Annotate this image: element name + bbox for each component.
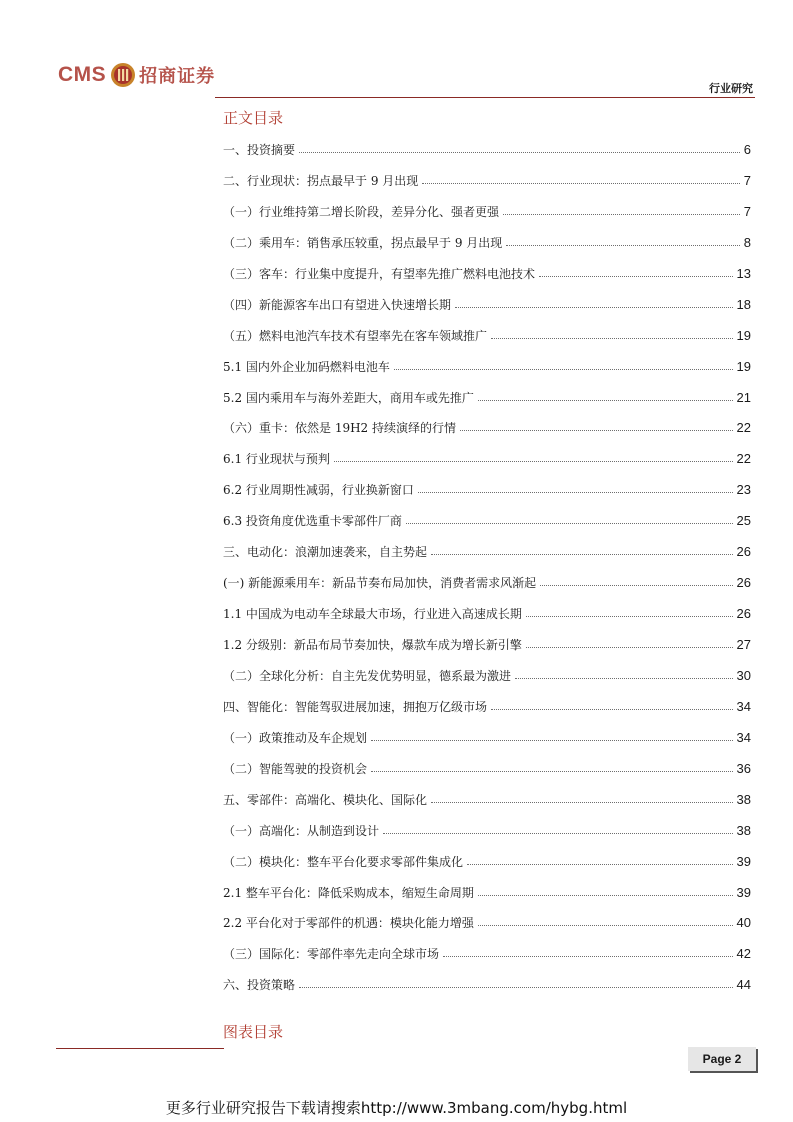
toc-entry-label[interactable]: 6.1 行业现状与预判 [223,452,330,467]
toc-entry-label[interactable]: 6.3 投资角度优选重卡零部件厂商 [223,514,402,529]
toc-entry-label[interactable]: （四）新能源客车出口有望进入快速增长期 [223,297,452,312]
toc-entry-page: 39 [736,884,751,900]
toc-entry[interactable] [223,636,751,667]
toc-entry-label[interactable]: （六）重卡：依然是 19H2 持续演绎的行情 [223,421,456,436]
toc-dot-leader [299,986,733,988]
toc-dot-leader [526,646,733,648]
toc-dot-leader [371,770,733,772]
toc-entry-label[interactable]: 五、零部件：高端化、模块化、国际化 [223,792,428,807]
toc-dot-leader [467,863,733,865]
toc-entry-page: 13 [736,265,751,281]
figure-index-title: 图表目录 [223,1023,284,1041]
company-logo [58,58,215,92]
logo-latin-text: CMS [58,63,107,86]
toc-entry-label[interactable]: 六、投资策略 [223,978,296,993]
toc-entry-page: 6 [743,142,751,157]
toc-entry-label[interactable]: （二）智能驾驶的投资机会 [223,761,368,776]
toc-entry-label[interactable]: 2.2 平台化对于零部件的机遇：模块化能力增强 [223,916,474,931]
toc-dot-leader [539,275,733,277]
toc-entry-label[interactable]: （二）模块化：整车平台化要求零部件集成化 [223,854,464,869]
toc-dot-leader [431,801,733,803]
toc-dot-leader [406,522,733,524]
toc-entry-page: 23 [736,482,751,498]
toc-entry-label[interactable]: （五）燃料电池汽车技术有望率先在客车领域推广 [223,328,488,343]
toc-entry-page: 19 [736,358,751,374]
toc-entry[interactable] [223,976,751,1007]
toc-entry-page: 44 [736,977,751,993]
header-divider [215,97,755,98]
toc-dot-leader [418,491,733,493]
toc-entry-page: 19 [736,327,751,343]
toc-entry[interactable] [223,389,751,420]
toc-entry[interactable] [223,358,751,389]
toc-entry-page: 22 [736,420,751,436]
toc-entry-page: 38 [736,822,751,838]
toc-entry-label[interactable]: 四、智能化：智能驾驭进展加速，拥抱万亿级市场 [223,699,488,714]
toc-dot-leader [540,584,732,586]
toc-entry-page: 30 [736,667,751,683]
toc-entry-page: 26 [736,575,751,591]
toc-dot-leader [431,553,733,555]
download-note: 更多行业研究报告下载请搜索http://www.3mbang.com/hybg.html [165,1099,628,1117]
toc-entry-label[interactable]: （三）国际化：零部件率先走向全球市场 [223,947,440,962]
toc-entry[interactable] [223,914,751,945]
toc-entry-label[interactable]: （一）政策推动及车企规划 [223,730,368,745]
toc-entry-page: 18 [736,296,751,312]
toc-entry[interactable] [223,296,751,327]
toc-dot-leader [503,213,740,215]
toc-dot-leader [371,739,733,741]
toc-dot-leader [526,615,733,617]
logo-emblem-icon [110,62,136,88]
toc-dot-leader [455,306,733,308]
toc-entry[interactable] [223,605,751,636]
toc-entry[interactable] [223,512,751,543]
toc-entry-label[interactable]: 1.1 中国成为电动车全球最大市场，行业进入高速成长期 [223,607,522,622]
toc-dot-leader [394,368,733,370]
toc-entry[interactable] [223,543,751,574]
toc-entry-label[interactable]: 5.1 国内外企业加码燃料电池车 [223,359,390,374]
toc-entry-label[interactable]: 一、投资摘要 [223,143,296,157]
toc-entry-label[interactable]: 二、行业现状：拐点最早于 9 月出现 [223,173,419,188]
toc-entry-page: 39 [736,853,751,869]
toc-entry-page: 22 [736,451,751,467]
toc-entry-label[interactable]: 5.2 国内乘用车与海外差距大，商用车或先推广 [223,390,474,405]
toc-entry[interactable] [223,574,751,605]
toc-entry-page: 36 [736,760,751,776]
toc-entry[interactable] [223,481,751,512]
toc-entry[interactable] [223,450,751,481]
toc-entry-label[interactable]: （一）行业维持第二增长阶段，差异分化、强者更强 [223,204,500,219]
toc-entry[interactable] [223,822,751,853]
toc-entry[interactable] [223,945,751,976]
toc-list [223,141,751,1007]
report-category: 行业研究 [709,82,753,95]
toc-dot-leader [460,429,733,431]
toc-entry[interactable] [223,791,751,822]
toc-dot-leader [491,337,733,339]
toc-entry-label[interactable]: 三、电动化：浪潮加速袭来，自主势起 [223,545,428,560]
toc-dot-leader [422,182,740,184]
toc-entry[interactable] [223,853,751,884]
page-number-badge: Page 2 [688,1047,756,1071]
toc-dot-leader [383,832,733,834]
toc-entry-page: 34 [736,729,751,745]
toc-entry-page: 7 [743,172,751,188]
toc-entry-page: 7 [743,203,751,219]
toc-entry-label[interactable]: (一) 新能源乘用车：新品节奏布局加快，消费者需求风渐起 [223,576,537,591]
toc-entry-page: 21 [736,389,751,405]
toc-entry-page: 40 [736,915,751,931]
toc-entry-page: 38 [736,791,751,807]
footer-divider [56,1048,224,1049]
toc-entry-label[interactable]: 1.2 分级别：新品布局节奏加快，爆款车成为增长新引擎 [223,638,522,652]
toc-entry-label[interactable]: 2.1 整车平台化：降低采购成本，缩短生命周期 [223,885,474,900]
toc-entry[interactable] [223,265,751,296]
toc-entry[interactable] [223,419,751,450]
toc-entry-label[interactable]: 6.2 行业周期性减弱，行业换新窗口 [223,483,414,498]
toc-entry[interactable] [223,729,751,760]
toc-entry-label[interactable]: （二）乘用车：销售承压较重，拐点最早于 9 月出现 [223,235,503,250]
toc-entry-label[interactable]: （一）高端化：从制造到设计 [223,823,380,838]
toc-entry[interactable] [223,667,751,698]
toc-entry-page: 8 [743,234,751,250]
toc-entry-page: 34 [736,698,751,714]
toc-entry[interactable] [223,234,751,265]
logo-chinese-text: 招商证券 [139,66,216,87]
toc-entry-page: 26 [736,606,751,622]
toc-entry-page: 25 [736,513,751,529]
toc-entry-page: 27 [736,637,751,652]
toc-title: 正文目录 [223,109,284,127]
toc-entry-label[interactable]: （三）客车：行业集中度提升，有望率先推广燃料电池技术 [223,266,536,281]
toc-entry[interactable] [223,760,751,791]
toc-entry[interactable] [223,327,751,358]
toc-entry[interactable] [223,203,751,234]
toc-entry[interactable] [223,172,751,203]
toc-dot-leader [506,244,739,246]
toc-entry[interactable] [223,884,751,915]
toc-entry[interactable] [223,141,751,172]
toc-dot-leader [478,894,733,896]
toc-dot-leader [478,924,733,926]
toc-entry-label[interactable]: （二）全球化分析：自主先发优势明显，德系最为激进 [223,668,512,683]
toc-entry-page: 42 [736,946,751,962]
toc-dot-leader [334,460,733,462]
toc-dot-leader [515,677,733,679]
toc-entry-page: 26 [736,544,751,560]
toc-dot-leader [491,708,733,710]
toc-dot-leader [478,399,733,401]
toc-dot-leader [443,955,733,957]
toc-entry[interactable] [223,698,751,729]
toc-dot-leader [299,151,740,153]
